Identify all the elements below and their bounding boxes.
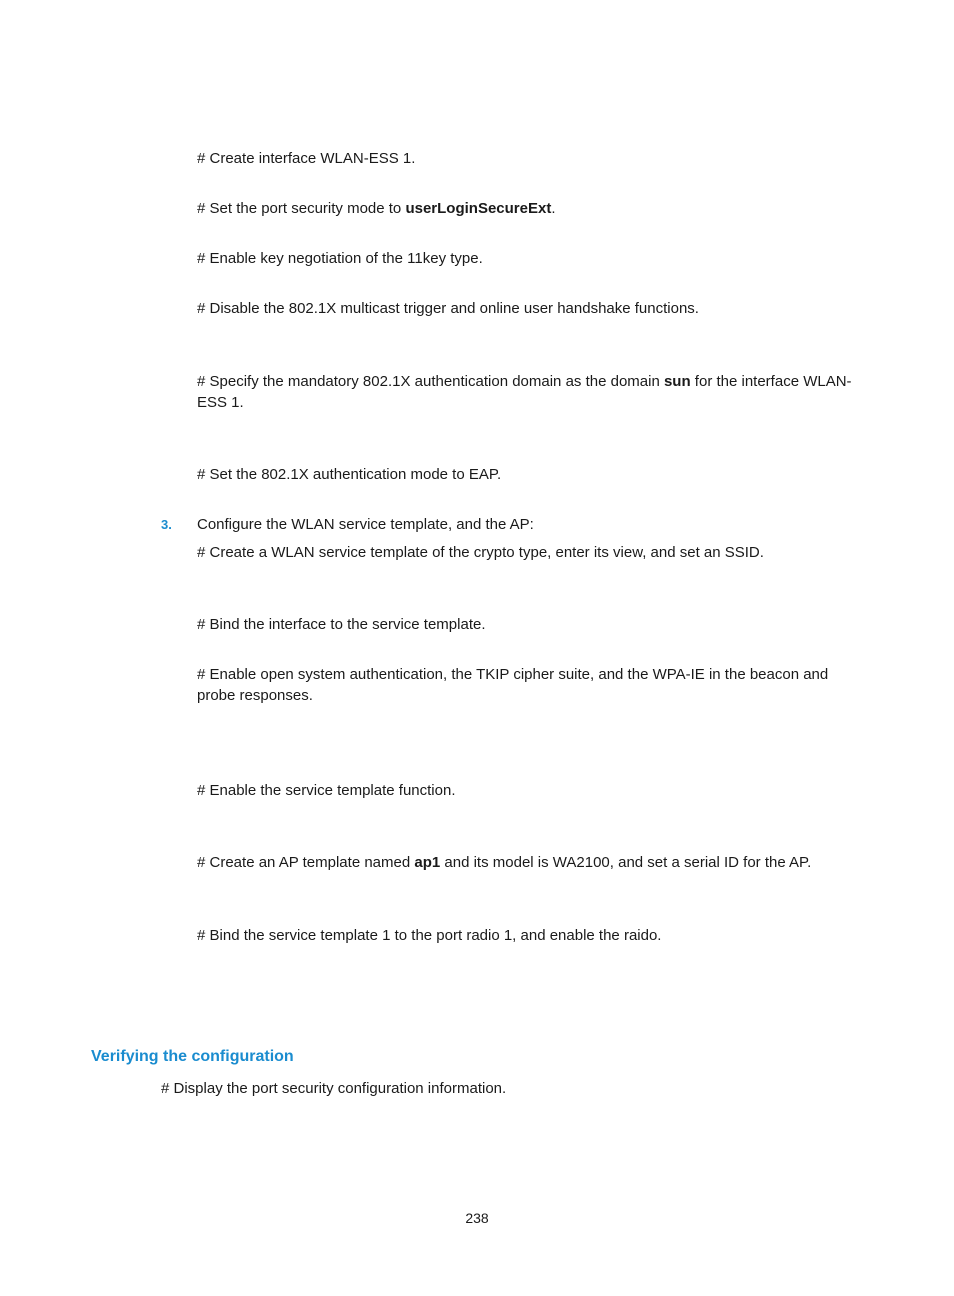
paragraph-open-system-auth	[197, 664, 862, 706]
paragraph-text: # Disable the 802.1X multicast trigger and online user handshake functions.	[197, 300, 699, 317]
step-number: 3.	[161, 517, 172, 532]
paragraph-create-ap-template	[197, 852, 862, 873]
paragraph-bind-radio	[197, 925, 862, 946]
paragraph-text: # Set the port security mode to	[197, 200, 406, 217]
paragraph-enable-service-template	[197, 780, 862, 801]
paragraph-text: # Create an AP template named	[197, 854, 415, 871]
keyword-bold: sun	[663, 373, 691, 390]
paragraph-text: # Enable key negotiation of the 11key type.	[197, 250, 483, 267]
paragraph-text: # Enable the service template function.	[197, 782, 456, 799]
paragraph-text: for the interface WLAN-ESS 1.	[197, 373, 852, 411]
paragraph-auth-mode	[197, 464, 862, 485]
paragraph-text: # Specify the mandatory 802.1X authentication domain as the domain	[197, 373, 664, 390]
paragraph-text: # Display the port security configuration information.	[161, 1080, 507, 1097]
paragraph-bind-interface	[197, 614, 862, 635]
step-3-text	[197, 514, 862, 535]
keyword-bold: userLoginSecureExt	[405, 200, 552, 217]
paragraph-port-security-mode	[197, 198, 862, 219]
paragraph-text: .	[551, 200, 556, 217]
paragraph-create-interface	[197, 148, 862, 169]
paragraph-text: # Create interface WLAN-ESS 1.	[197, 150, 416, 167]
paragraph-text: # Create a WLAN service template of the crypto type, enter its view, and set an SSID.	[197, 544, 764, 561]
paragraph-create-service-template	[197, 542, 862, 563]
paragraph-display-info	[161, 1078, 861, 1099]
paragraph-auth-domain	[197, 371, 862, 413]
paragraph-text: # Set the 802.1X authentication mode to EAP.	[197, 466, 502, 483]
paragraph-text: Configure the WLAN service template, and the AP:	[197, 516, 534, 533]
paragraph-disable-multicast	[197, 298, 862, 319]
paragraph-text: # Bind the service template 1 to the port radio 1, and enable the raido.	[197, 927, 662, 944]
section-heading: Verifying the configuration	[91, 1048, 294, 1065]
keyword-bold: ap1	[414, 854, 441, 871]
paragraph-text: # Enable open system authentication, the TKIP cipher suite, and the WPA-IE in the beacon and probe responses.	[197, 666, 829, 704]
paragraph-key-negotiation	[197, 248, 862, 269]
paragraph-text: and its model is WA2100, and set a serial ID for the AP.	[440, 854, 812, 871]
page-number: 238	[465, 1210, 489, 1226]
paragraph-text: # Bind the interface to the service template.	[197, 616, 486, 633]
